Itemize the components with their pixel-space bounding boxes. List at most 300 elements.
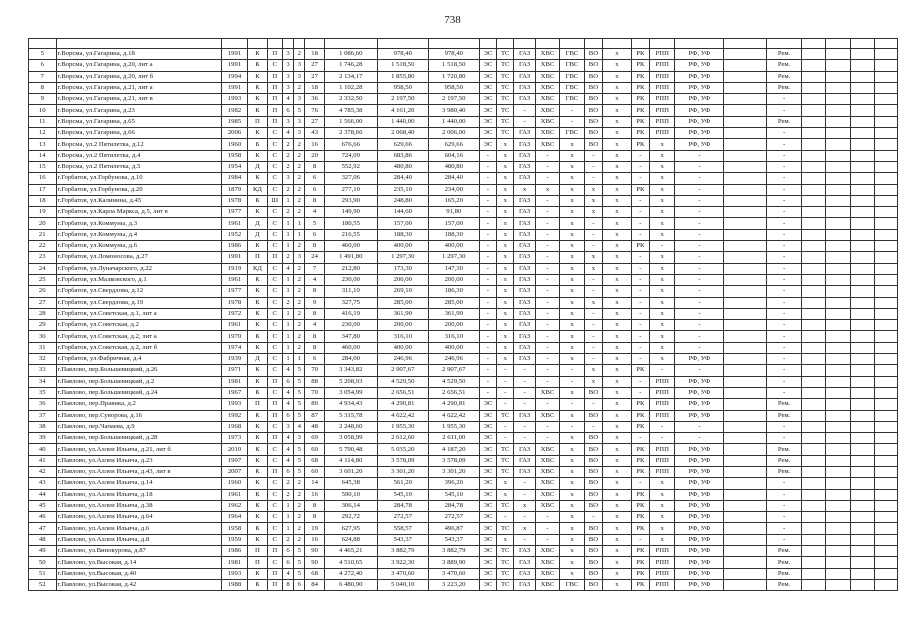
cell-wall: Д [248,218,267,229]
cell-rpp: РПП [649,82,674,93]
cell-address: г.Ворсма, ул.2 Пятилетка, д.12 [56,139,221,150]
cell-wall: К [248,274,267,285]
cell-rk: РК [631,71,649,82]
cell-empty [875,128,898,139]
cell-rk: - [631,150,649,161]
cell-vo: ВО [584,433,602,444]
cell-wall: К [248,444,267,455]
cell-address: г.Горбатов, ул.Луначарского, д.22 [56,263,221,274]
cell-wall: Б [248,139,267,150]
cell-empty [801,286,825,297]
cell-empty [875,241,898,252]
cell-ruf: РФ, УФ [675,60,724,71]
cell-cw: ХВС [535,557,559,568]
cell-rem: - [767,263,802,274]
cell-entrances: 2 [294,139,305,150]
cell-address: г.Горбатов, ул.Горбунова, д.20 [56,184,221,195]
cell-year: 1977 [221,286,248,297]
cell-cw: ХВС [535,94,559,105]
cell-rpp: х [649,161,674,172]
cell-total_area: 627,95 [324,523,377,534]
cell-empty [850,252,874,263]
cell-wall: К [248,286,267,297]
cell-total_area: 460,00 [324,241,377,252]
cell-apartments_area: 361,90 [428,308,479,319]
cell-gas: ГАЗ [514,161,535,172]
cell-extra [724,500,767,511]
cell-gas: ГАЗ [514,82,535,93]
cell-year: 1994 [221,71,248,82]
cell-rpp: РПП [649,557,674,568]
cell-no: 35 [29,387,57,398]
cell-gvs: - [560,105,584,116]
cell-extra [724,466,767,477]
table-row [29,579,898,590]
cell-roof: С [267,286,282,297]
cell-heat: ЭС [479,444,496,455]
cell-living_area: 2 197,50 [377,94,428,105]
table-body [29,39,898,591]
cell-no: 22 [29,241,57,252]
cell-vo: ВО [584,455,602,466]
cell-apartments_area: 285,00 [428,297,479,308]
cell-ruf: РФ, УФ [675,557,724,568]
cell-apartments_area: 958,50 [428,82,479,93]
cell-rpp: РПП [649,60,674,71]
cell-heat: ЭС [479,421,496,432]
cell-total_area: 1 102,28 [324,82,377,93]
cell-heat: - [479,365,496,376]
cell-floors: 6 [282,546,293,557]
cell-gas: ГАЗ [514,71,535,82]
cell-total_area: 2 134,17 [324,71,377,82]
cell-empty [850,410,874,421]
cell-ruf: - [675,274,724,285]
table-row [29,105,898,116]
table-row [29,342,898,353]
cell-empty [801,410,825,421]
cell-floors: 2 [282,207,293,218]
cell-gvs: х [560,354,584,365]
cell-apartments: 6 [305,184,324,195]
cell-entrances: 2 [294,150,305,161]
cell-gvs: х [560,410,584,421]
cell-address: г.Павлово, ул.Аллеи Ильича, д.43, лит в [56,466,221,477]
cell-entrances: 2 [294,49,305,60]
cell-living_area: 188,30 [377,229,428,240]
cell-entrances: 2 [294,161,305,172]
cell-empty [875,60,898,71]
cell-address: г.Ворсма, ул.Гагарина, д.66 [56,128,221,139]
cell-rem: - [767,218,802,229]
cell-extra [724,173,767,184]
cell-rk: - [631,534,649,545]
cell-ruf: РФ, УФ [675,139,724,150]
cell-rpp: РПП [649,105,674,116]
cell-empty [826,195,850,206]
cell-rem: - [767,128,802,139]
cell-gvs: - [560,116,584,127]
cell-roof: С [267,207,282,218]
cell-apartments_area: 284,78 [428,500,479,511]
cell-ruf: - [675,331,724,342]
cell-floors: 4 [282,263,293,274]
cell-wall: К [248,568,267,579]
cell-heat: - [479,376,496,387]
cell-year: 1974 [221,342,248,353]
cell-extra [724,116,767,127]
cell-entrances: 5 [294,376,305,387]
cell-hw: х [497,207,514,218]
cell-year: 1982 [221,105,248,116]
cell-cw: ХВС [535,60,559,71]
cell-wall: П [248,399,267,410]
cell-rk: РК [631,444,649,455]
cell-cw: ХВС [535,128,559,139]
cell-apartments: 16 [305,534,324,545]
cell-no: 50 [29,557,57,568]
cell-gvs: х [560,478,584,489]
cell-gvs: ГВС [560,94,584,105]
cell-empty [826,421,850,432]
cell-entrances: 2 [294,195,305,206]
cell-address: г.Ворсма, ул.Гагарина, д.65 [56,116,221,127]
cell-wall: К [248,523,267,534]
cell-empty [826,286,850,297]
cell-heat: - [479,241,496,252]
cell-apartments: 8 [305,500,324,511]
cell-no: 42 [29,466,57,477]
cell-entrances: 3 [294,433,305,444]
cell-extra [724,150,767,161]
table-row [29,512,898,523]
cell-bath: х [603,523,632,534]
table-row [29,241,898,252]
cell-empty [875,534,898,545]
cell-empty [875,184,898,195]
cell-apartments: 48 [305,421,324,432]
cell-living_area: 3 470,60 [377,568,428,579]
cell-empty [850,500,874,511]
table-row [29,207,898,218]
cell-living_area: 4 161,20 [377,105,428,116]
cell-cw: - [535,173,559,184]
table-row [29,184,898,195]
cell-apartments: 8 [305,342,324,353]
table-row [29,354,898,365]
cell-apartments: 4 [305,320,324,331]
cell-address: г.Горбатов, ул.Коммуны, д.6 [56,241,221,252]
cell-rpp: х [649,286,674,297]
cell-entrances: 2 [294,478,305,489]
cell-empty [875,568,898,579]
cell-address: г.Горбатов, ул.Советская, д.2 [56,320,221,331]
cell-apartments_area: 3 578,09 [428,455,479,466]
cell-address: г.Павлово, пер.Большевицкий, д.24 [56,387,221,398]
cell-empty [801,94,825,105]
cell-gvs: х [560,523,584,534]
cell-rk: РК [631,82,649,93]
cell-hw: х [497,218,514,229]
cell-vo: ВО [584,546,602,557]
cell-rem: Рем. [767,444,802,455]
cell-living_area: 561,20 [377,478,428,489]
cell-roof: С [267,263,282,274]
cell-heat: ЭС [479,546,496,557]
cell-rem: - [767,161,802,172]
cell-living_area: 2 068,40 [377,128,428,139]
cell-wall: К [248,534,267,545]
cell-entrances: 6 [294,579,305,590]
cell-ruf: - [675,365,724,376]
cell-hw: ТС [497,105,514,116]
cell-empty [850,466,874,477]
cell-extra [724,94,767,105]
cell-year: 1993 [221,399,248,410]
cell-ruf: - [675,433,724,444]
cell-heat: - [479,286,496,297]
cell-entrances: 2 [294,489,305,500]
cell-wall: П [248,252,267,263]
table-row [29,433,898,444]
cell-ruf: РФ, УФ [675,387,724,398]
cell-ruf: РФ, УФ [675,478,724,489]
cell-empty [875,455,898,466]
cell-hw: ТС [497,466,514,477]
cell-wall: К [248,105,267,116]
cell-floors: 6 [282,557,293,568]
cell-gas: ГАЗ [514,229,535,240]
cell-no: 19 [29,207,57,218]
cell-year: 1988 [221,579,248,590]
cell-address: г.Павлово, ул.Винокурова, д.87 [56,546,221,557]
cell-address: г.Ворсма, ул.Гагарина, д.20, лит а [56,60,221,71]
cell-no: 16 [29,173,57,184]
cell-hw: х [497,297,514,308]
cell-cw: ХВС [535,489,559,500]
cell-extra [724,105,767,116]
cell-apartments_area: 272,57 [428,512,479,523]
cell-extra [724,274,767,285]
cell-cw: ХВС [535,568,559,579]
cell-gvs: х [560,184,584,195]
cell-empty [826,116,850,127]
cell-gvs: ГВС [560,49,584,60]
cell-rem: Рем. [767,546,802,557]
cell-total_area: 1 746,28 [324,60,377,71]
cell-apartments_area: 4 529,50 [428,376,479,387]
cell-empty [826,320,850,331]
cell-empty [826,173,850,184]
cell-apartments_area: 157,00 [428,218,479,229]
cell-empty [826,466,850,477]
cell-living_area: 157,00 [377,218,428,229]
cell-year: 2010 [221,444,248,455]
cell-apartments: 90 [305,557,324,568]
table-row [29,274,898,285]
cell-empty [875,579,898,590]
cell-apartments_area: 400,00 [428,241,479,252]
cell-vo: - [584,512,602,523]
cell-empty [850,60,874,71]
cell-hw: х [497,139,514,150]
cell-hw: ТС [497,94,514,105]
cell-address: г.Горбатов, ул.Горбунова, д.10 [56,173,221,184]
cell-total_area: 6 480,90 [324,579,377,590]
cell-heat: ЭС [479,489,496,500]
cell-year: 1960 [221,478,248,489]
cell-ruf: - [675,241,724,252]
cell-extra [724,49,767,60]
cell-roof: С [267,489,282,500]
cell-vo: х [584,365,602,376]
cell-entrances: 2 [294,342,305,353]
cell-heat: - [479,184,496,195]
cell-total_area: 3 601,20 [324,466,377,477]
cell-total_area: 5 315,78 [324,410,377,421]
cell-ruf: - [675,184,724,195]
cell-heat: - [479,331,496,342]
cell-vo: х [584,263,602,274]
cell-extra [724,568,767,579]
cell-bath: х [603,229,632,240]
cell-empty [850,207,874,218]
cell-entrances: 3 [294,94,305,105]
cell-bath: х [603,342,632,353]
cell-apartments_area: 188,30 [428,229,479,240]
cell-hw: х [497,161,514,172]
cell-rpp: РПП [649,410,674,421]
cell-heat: - [479,320,496,331]
cell-empty [801,49,825,60]
cell-empty [875,49,898,60]
cell-no: 36 [29,399,57,410]
cell-address: г.Павлово, пер.Большевицкий, д.26 [56,365,221,376]
cell-heat: - [479,218,496,229]
cell-gvs: х [560,320,584,331]
cell-rk: РК [631,365,649,376]
cell-no: 6 [29,60,57,71]
cell-gvs: х [560,308,584,319]
cell-no: 8 [29,82,57,93]
cell-entrances: 5 [294,568,305,579]
cell-hw: - [497,365,514,376]
cell-living_area: 4 290,81 [377,399,428,410]
cell-roof: С [267,331,282,342]
cell-total_area: 590,10 [324,489,377,500]
cell-empty [826,274,850,285]
cell-apartments_area: 604,16 [428,150,479,161]
cell-empty [875,207,898,218]
table-row [29,308,898,319]
cell-rk: РК [631,523,649,534]
cell-address: г.Павлово, ул.Высокая, д.42 [56,579,221,590]
cell-apartments: 9 [305,297,324,308]
cell-no: 32 [29,354,57,365]
cell-rpp: РПП [649,376,674,387]
cell-bath: х [603,263,632,274]
cell-empty [850,94,874,105]
cell-rem: - [767,241,802,252]
cell-total_area: 230,00 [324,320,377,331]
cell-apartments: 27 [305,60,324,71]
cell-vo: ВО [584,478,602,489]
cell-bath: х [603,421,632,432]
cell-wall: К [248,49,267,60]
cell-rpp: х [649,297,674,308]
cell-rem: - [767,478,802,489]
cell-rem: - [767,184,802,195]
cell-rpp: х [649,173,674,184]
cell-wall: К [248,71,267,82]
cell-gvs: х [560,534,584,545]
cell-rpp: РПП [649,116,674,127]
cell-gvs: х [560,387,584,398]
cell-apartments_area: 186,30 [428,286,479,297]
cell-wall: К [248,376,267,387]
cell-floors: 3 [282,49,293,60]
cell-total_area: 4 465,21 [324,546,377,557]
cell-apartments_area: 3 889,90 [428,557,479,568]
cell-rem: Рем. [767,579,802,590]
cell-rk: РК [631,421,649,432]
cell-floors: 2 [282,150,293,161]
cell-empty [826,410,850,421]
cell-wall: КД [248,184,267,195]
cell-empty [826,94,850,105]
cell-rem: - [767,252,802,263]
cell-rpp: х [649,218,674,229]
cell-empty [850,297,874,308]
cell-empty [850,195,874,206]
cell-apartments_area: 4 187,20 [428,444,479,455]
cell-vo: ВО [584,60,602,71]
cell-empty [826,478,850,489]
cell-empty [850,128,874,139]
cell-vo: ВО [584,410,602,421]
cell-entrances: 5 [294,444,305,455]
cell-bath: х [603,489,632,500]
cell-roof: С [267,320,282,331]
cell-ruf: РФ, УФ [675,489,724,500]
cell-address: г.Горбатов, ул.Ломоносова, д.27 [56,252,221,263]
cell-extra [724,286,767,297]
cell-address: г.Ворсма, ул.Гагарина, д.21, лит в [56,94,221,105]
table-row [29,500,898,511]
cell-entrances: 2 [294,331,305,342]
cell-rk: РК [631,568,649,579]
cell-gas: ГАЗ [514,308,535,319]
cell-gas: ГАЗ [514,60,535,71]
cell-bath: х [603,173,632,184]
cell-roof: П [267,82,282,93]
cell-empty [801,365,825,376]
cell-floors: 4 [282,94,293,105]
cell-total_area: 460,00 [324,342,377,353]
cell-ruf: - [675,229,724,240]
cell-living_area: 173,30 [377,263,428,274]
cell-vo: - [584,421,602,432]
cell-vo: ВО [584,387,602,398]
cell-extra [724,229,767,240]
cell-total_area: 3 054,99 [324,387,377,398]
cell-empty [801,500,825,511]
cell-hw: ТС [497,455,514,466]
cell-empty [826,557,850,568]
cell-living_area: 1 855,80 [377,71,428,82]
cell-address: г.Горбатов, ул.Советская, д.2, лит а [56,331,221,342]
cell-empty [801,568,825,579]
